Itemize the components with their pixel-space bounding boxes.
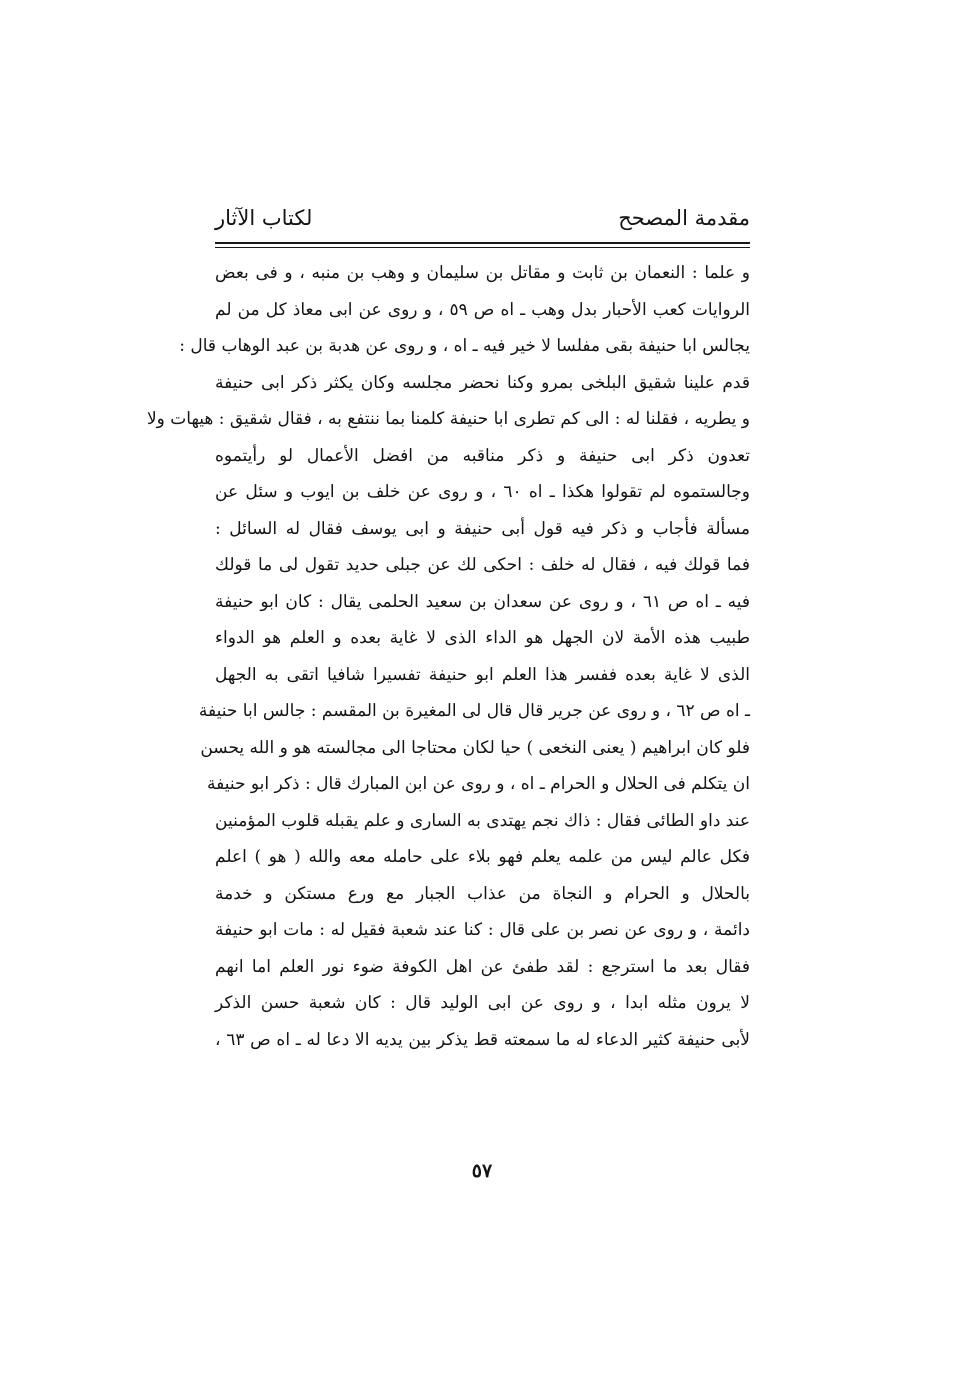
text-line: وجالستموه لم تقولوا هكذا ـ اه ٦٠ ، و روى عن خلف بن ايوب و سئل عن (215, 482, 751, 502)
text-line: يجالس ابا حنيفة بقى مفلسا لا خير فيه ـ اه ، و روى عن هدبة بن عبد الوهاب قال : (179, 336, 750, 356)
text-line: الذى لا غاية بعده ففسر هذا العلم ابو حنيفة تفسيرا شافيا اتقى به الجهل (215, 664, 750, 685)
text-line: لأبى حنيفة كثير الدعاء له ما سمعته قط يذكر بين يديه الا دعا له ـ اه ص ٦٣ ، (215, 1029, 750, 1050)
text-line: و علما : النعمان بن ثابت و مقاتل بن سليمان و وهب بن منبه ، و فى بعض (215, 263, 750, 283)
text-line: دائمة ، و روى عن نصر بن على قال : كنا عند شعبة فقيل له : مات ابو حنيفة (215, 920, 750, 940)
text-line: الروايات كعب الأحبار بدل وهب ـ اه ص ٥٩ ، و روى عن ابى معاذ كل من لم (215, 299, 750, 320)
text-line: و يطريه ، فقلنا له : الى كم تطرى ابا حنيفة كلمنا بما ننتفع به ، فقال شقيق : هيهات ولا (146, 409, 750, 429)
header-book-title: لكتاب الآثار (215, 206, 313, 230)
text-line: فكل عالم ليس من علمه يعلم فهو بلاء على حامله معه والله ( هو ) اعلم (215, 847, 750, 867)
text-line: مسألة فأجاب و ذكر فيه قول أبى حنيفة و ابى يوسف فقال له السائل : (215, 518, 750, 539)
text-line: فقال بعد ما استرجع : لقد طفئ عن اهل الكوفة ضوء نور العلم اما انهم (215, 956, 750, 977)
text-line: تعدون ذكر ابى حنيفة و ذكر مناقبه من افضل الأعمال لو رأيتموه (215, 445, 750, 466)
text-line: عند داو الطائى فقال : ذاك نجم يهتدى به السارى و علم يقبله قلوب المؤمنين (215, 810, 750, 831)
text-line: ـ اه ص ٦٢ ، و روى عن جرير قال قال لى المغيرة بن المقسم : جالس ابا حنيفة (198, 701, 750, 721)
header-rule-thick (215, 242, 750, 244)
text-line: فلو كان ابراهيم ( يعنى النخعى ) حيا لكان محتاجا الى مجالسته هو و الله يحسن (200, 737, 750, 758)
header-section-title: مقدمة المصحح (618, 206, 750, 230)
text-line: لا يرون مثله ابدا ، و روى عن ابى الوليد قال : كان شعبة حسن الذكر (215, 993, 750, 1013)
header-rule-thin (215, 247, 750, 248)
text-line: فما قولك فيه ، فقال له خلف : احكى لك عن جبلى حديد تقول لى ما قولك (215, 555, 750, 575)
text-line: ان يتكلم فى الحلال و الحرام ـ اه ، و روى عن ابن المبارك قال : ذكر ابو حنيفة (207, 774, 750, 794)
text-line: بالحلال و الحرام و النجاة من عذاب الجبار مع ورع مستكن و خدمة (215, 883, 750, 904)
text-line: قدم علينا شقيق البلخى بمرو وكنا نحضر مجلسه وكان يكثر ذكر ابى حنيفة (215, 372, 750, 393)
running-header (215, 200, 750, 236)
text-line: فيه ـ اه ص ٦١ ، و روى عن سعدان بن سعيد الحلمى يقال : كان ابو حنيفة (215, 591, 750, 612)
body-text (146, 255, 751, 1058)
text-line: طبيب هذه الأمة لان الجهل هو الداء الذى لا غاية بعده و العلم هو الدواء (215, 628, 750, 648)
page-number: ٥٧ (471, 1160, 493, 1182)
